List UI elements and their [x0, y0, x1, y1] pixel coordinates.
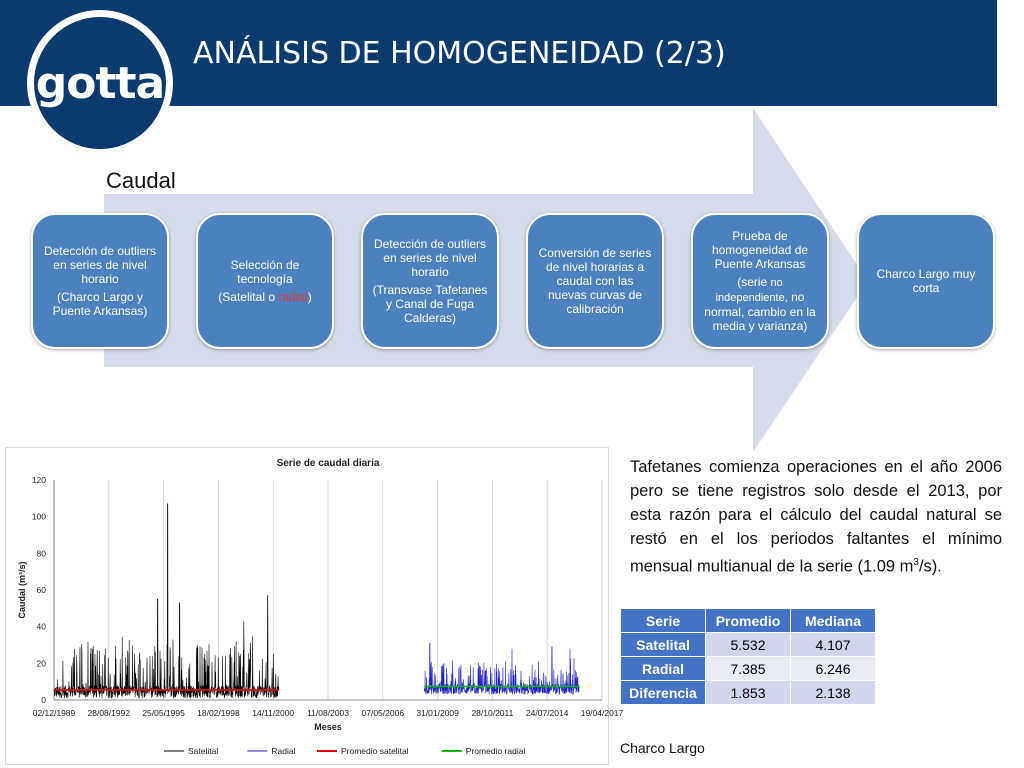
table-row — [621, 681, 876, 705]
step-outliers-charco — [31, 213, 169, 349]
step-conversion-series — [526, 213, 664, 349]
logo-text: gotta — [35, 57, 165, 109]
x-axis-label: Meses — [314, 722, 342, 732]
chart-frame — [5, 447, 624, 765]
y-tick-label: 0 — [41, 695, 46, 705]
x-tick-label: 07/05/2006 — [361, 708, 405, 718]
step-2-radial: radial — [278, 290, 308, 304]
cell-mediana: 6.246 — [791, 657, 876, 681]
y-tick-label: 60 — [36, 585, 46, 595]
y-tick-label: 120 — [31, 475, 46, 485]
step-1-detail: (Charco Largo y Puente Arkansas) — [52, 290, 148, 318]
x-tick-label: 24/07/2014 — [525, 708, 569, 718]
step-2-detail — [206, 290, 324, 304]
cell-mediana: 4.107 — [791, 633, 876, 657]
table-row — [621, 657, 876, 681]
x-tick-label: 28/08/1992 — [87, 708, 131, 718]
step-prueba-homogeneidad — [691, 213, 829, 349]
header-serie: Serie — [621, 609, 706, 633]
step-charco-largo — [857, 213, 995, 349]
stats-table — [620, 608, 876, 705]
legend-label: Radial — [271, 746, 296, 756]
y-tick-label: 80 — [36, 548, 46, 559]
x-tick-label: 19/04/2017 — [580, 708, 624, 718]
series-satelital — [54, 504, 279, 698]
step-5-detail-a: (serie — [737, 275, 771, 289]
x-tick-label: 25/05/1995 — [142, 708, 185, 718]
table-row — [621, 633, 876, 657]
y-tick-label: 100 — [31, 511, 46, 522]
cell-mediana: 2.138 — [791, 681, 876, 705]
row-label: Radial — [621, 657, 706, 681]
step-2-detail-a: (Satelital o — [218, 290, 279, 304]
step-5-detail-b: no normal, cambio en la media y varianza) — [704, 290, 816, 333]
x-tick-label: 31/01/2009 — [416, 708, 459, 718]
header-promedio: Promedio — [706, 609, 791, 633]
step-outliers-tafetanes — [361, 213, 499, 349]
step-3-text: Detección de outliers en series de nivel horario — [373, 237, 487, 279]
table-header-row — [621, 609, 876, 633]
paragraph-end: /s). — [918, 557, 942, 576]
step-1-text: Detección de outliers en series de nivel horario — [43, 244, 157, 286]
step-6-text: Charco Largo muy corta — [876, 267, 976, 295]
y-tick-label: 20 — [36, 658, 46, 669]
y-tick-label: 40 — [36, 621, 46, 632]
cell-promedio: 5.532 — [706, 633, 791, 657]
step-3-detail: (Transvase Tafetanes y Canal de Fuga Calderas) — [372, 283, 488, 325]
step-5-text: Prueba de homogeneidad de Puente Arkansas — [711, 229, 809, 271]
paragraph-text: Tafetanes comienza operaciones en el año 2006 pero se tiene registros solo desde el 2013, por esta razón para el cálculo del caudal natural se restó en el los periodos faltantes el mínimo mensual multianual de la serie (1.09 m — [630, 458, 1002, 576]
chart-title: Serie de caudal diaria — [276, 458, 380, 469]
section-label: Caudal — [106, 168, 176, 193]
x-tick-label: 11/08/2003 — [307, 708, 349, 718]
x-tick-label: 18/02/1998 — [197, 708, 240, 718]
x-tick-label: 02/12/1989 — [32, 708, 76, 718]
paragraph-sup: 3 — [913, 557, 919, 568]
y-axis-label: Caudal (m³/s) — [17, 561, 27, 619]
cell-promedio: 1.853 — [706, 681, 791, 705]
header-mediana: Mediana — [791, 609, 876, 633]
step-2-detail-b: ) — [307, 290, 312, 304]
legend-label: Promedio satelital — [341, 746, 409, 756]
x-tick-label: 14/11/2000 — [252, 708, 295, 718]
x-tick-label: 28/10/2011 — [471, 708, 514, 718]
row-label: Satelital — [621, 633, 706, 657]
legend-label: Promedio radial — [465, 746, 526, 756]
cell-promedio: 7.385 — [706, 657, 791, 681]
row-label: Diferencia — [621, 681, 706, 705]
caudal-chart — [6, 448, 624, 766]
step-seleccion-tecnologia — [196, 213, 334, 349]
step-5-detail-small: no independiente, — [715, 277, 788, 304]
description-paragraph — [630, 455, 1002, 579]
slide-title: ANÁLISIS DE HOMOGENEIDAD (2/3) — [193, 36, 726, 71]
legend-label: Satelital — [188, 746, 219, 756]
step-2-text: Selección de tecnología — [230, 258, 300, 286]
caption-charco-largo: Charco Largo — [620, 740, 705, 756]
step-4-text: Conversión de series de nivel horarias a caudal con las nuevas curvas de calibración — [538, 246, 652, 316]
step-5-detail — [701, 275, 819, 333]
